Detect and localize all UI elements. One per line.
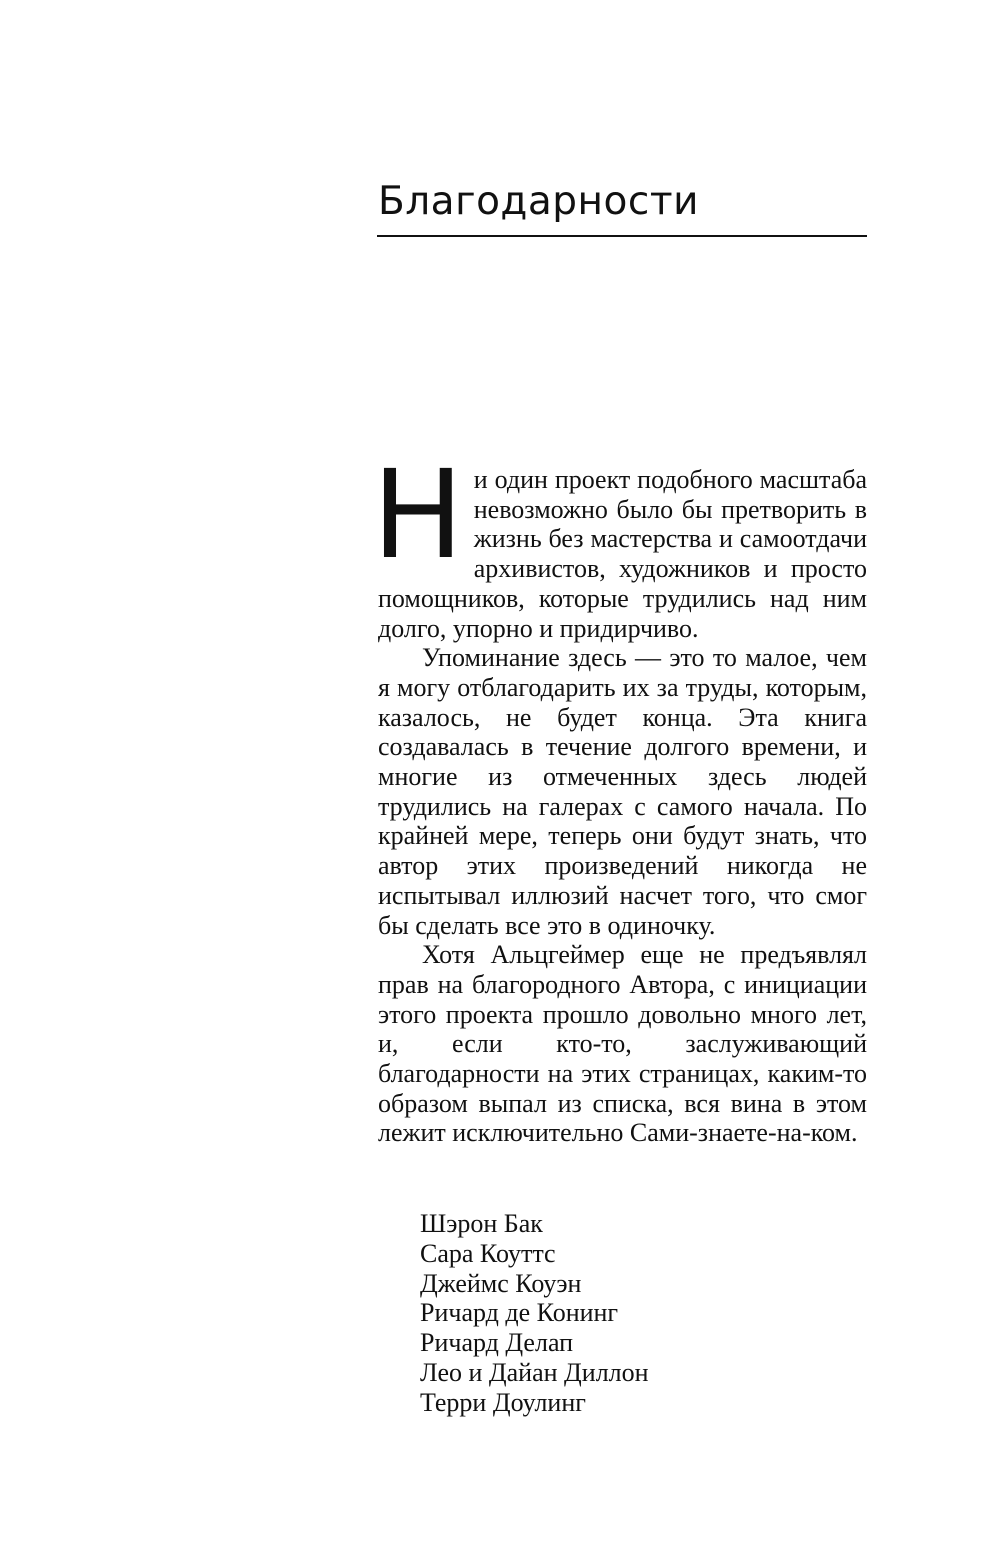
paragraph-1: [372, 444, 867, 643]
name-item: Терри Доулинг: [420, 1387, 586, 1417]
acknowledgements-text: [372, 444, 867, 1148]
name-item: Шэрон Бак: [420, 1209, 543, 1238]
name-item: Ричард де Конинг: [420, 1298, 619, 1328]
drop-cap: Н: [372, 444, 464, 586]
paragraph-3: Хотя Альцгеймер еще не предъявлял прав на благородного Автора, с инициации этого проекта прошло довольно много лет, и, если кто-то, заслуживающий благодарности на этих страницах, каким-то образом выпал из списка, вся вина в этом лежит исключительно Сами-знаете-на-ком.: [378, 940, 867, 1148]
names-list: [420, 1209, 649, 1418]
name-item: Ричард Делап: [420, 1328, 574, 1358]
name-item: Лео и Дайан Диллон: [420, 1357, 649, 1387]
name-item: Джеймс Коуэн: [420, 1268, 582, 1298]
chapter-title: Благодарности: [378, 179, 699, 224]
paragraph-1-text: и один проект подобного масштаба невозможно было бы претворить в жизнь без мастерства и самоотдачи архивистов, художников и просто помощников, которые трудились над ним долго, упорно и придирчиво.: [378, 465, 867, 643]
title-divider: [377, 235, 867, 237]
paragraph-2: Упоминание здесь — это то малое, чем я могу отблагодарить их за труды, которым, казалось, не будет конца. Эта книга создавалась в течение долгого времени, и многие из отмеченных здесь людей трудились на галерах с самого начала. По крайней мере, теперь они будут знать, что автор этих произведений никогда не испытывал иллюзий насчет того, что смог бы сделать все это в одиночку.: [378, 643, 867, 940]
name-item: Сара Коуттс: [420, 1238, 556, 1268]
